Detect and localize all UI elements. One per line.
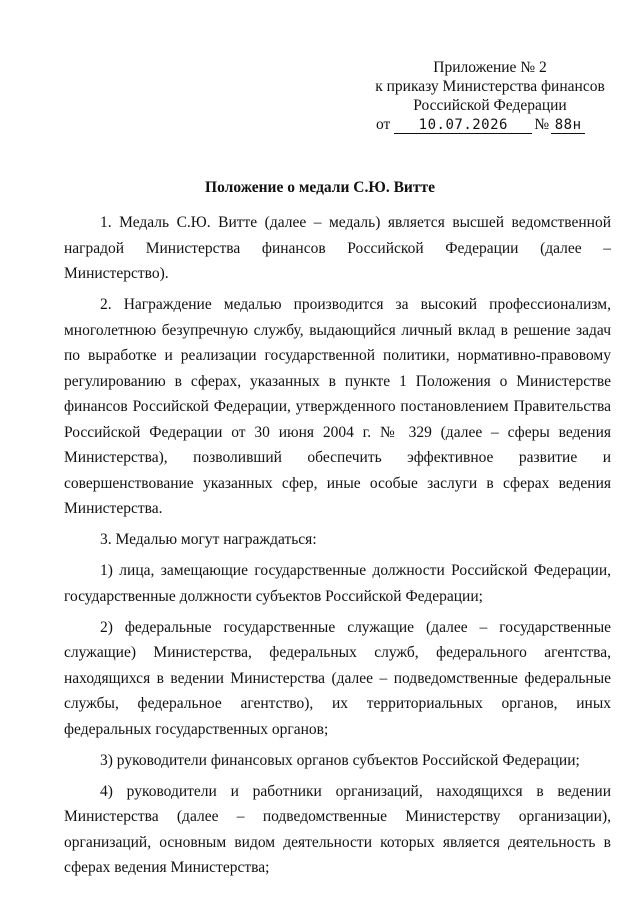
order-number: 88н bbox=[551, 118, 585, 134]
paragraph-3: 3. Медалью могут награждаться: bbox=[100, 531, 317, 548]
date-prefix: от bbox=[376, 116, 391, 133]
paragraph-2: 2. Награждение медалью производится за высокий профессионализм, многолетнюю безупречную службу, выдающийся личный вклад в решение задач по выработке и реализации государственной политики, нормативно-правовому регулированию в сферах, указанных в пункте 1 Положения о Министерстве финансов Российской Федерации, утвержденного постановлением Правительства Российской Федерации от 30 июня 2004 г. № 329 (далее – сферы ведения Министерства), позволивший обеспечить эффективное развитие и совершенствование указанных сфер, иные особые заслуги в сферах ведения Министерства. bbox=[64, 296, 611, 517]
appendix-order-ref: к приказу Министерства финансов bbox=[375, 78, 605, 95]
list-item-2: 2) федеральные государственные служащие (далее – государственные служащие) Министерства, федеральных служб, федерального агентства, находящихся в ведении Министерства (далее – подведомственные федеральные службы, федеральное агентство), их территориальных органов, иных федеральных государственных органов; bbox=[64, 618, 611, 738]
paragraph-1: 1. Медаль С.Ю. Витте (далее – медаль) является высшей ведомственной наградой Министерства финансов Российской Федерации (далее – Министерство). bbox=[64, 214, 611, 282]
document-body bbox=[64, 210, 611, 886]
order-date-line bbox=[376, 115, 585, 134]
list-item-1: 1) лица, замещающие государственные должности Российской Федерации, государственные должности субъектов Российской Федерации; bbox=[64, 562, 611, 605]
order-date: 10.07.2026 bbox=[394, 118, 532, 134]
list-item-4: 4) руководители и работники организаций, находящихся в ведении Министерства (далее – подведомственные Министерству организации), организаций, основным видом деятельности которых является деятельность в сферах ведения Министерства; bbox=[64, 782, 611, 876]
number-prefix: № bbox=[534, 116, 550, 133]
appendix-header bbox=[360, 58, 620, 115]
list-item-3: 3) руководители финансовых органов субъектов Российской Федерации; bbox=[100, 751, 580, 769]
appendix-country: Российской Федерации bbox=[413, 97, 567, 114]
document-title: Положение о медали С.Ю. Витте bbox=[205, 179, 435, 196]
appendix-number: Приложение № 2 bbox=[433, 59, 547, 76]
